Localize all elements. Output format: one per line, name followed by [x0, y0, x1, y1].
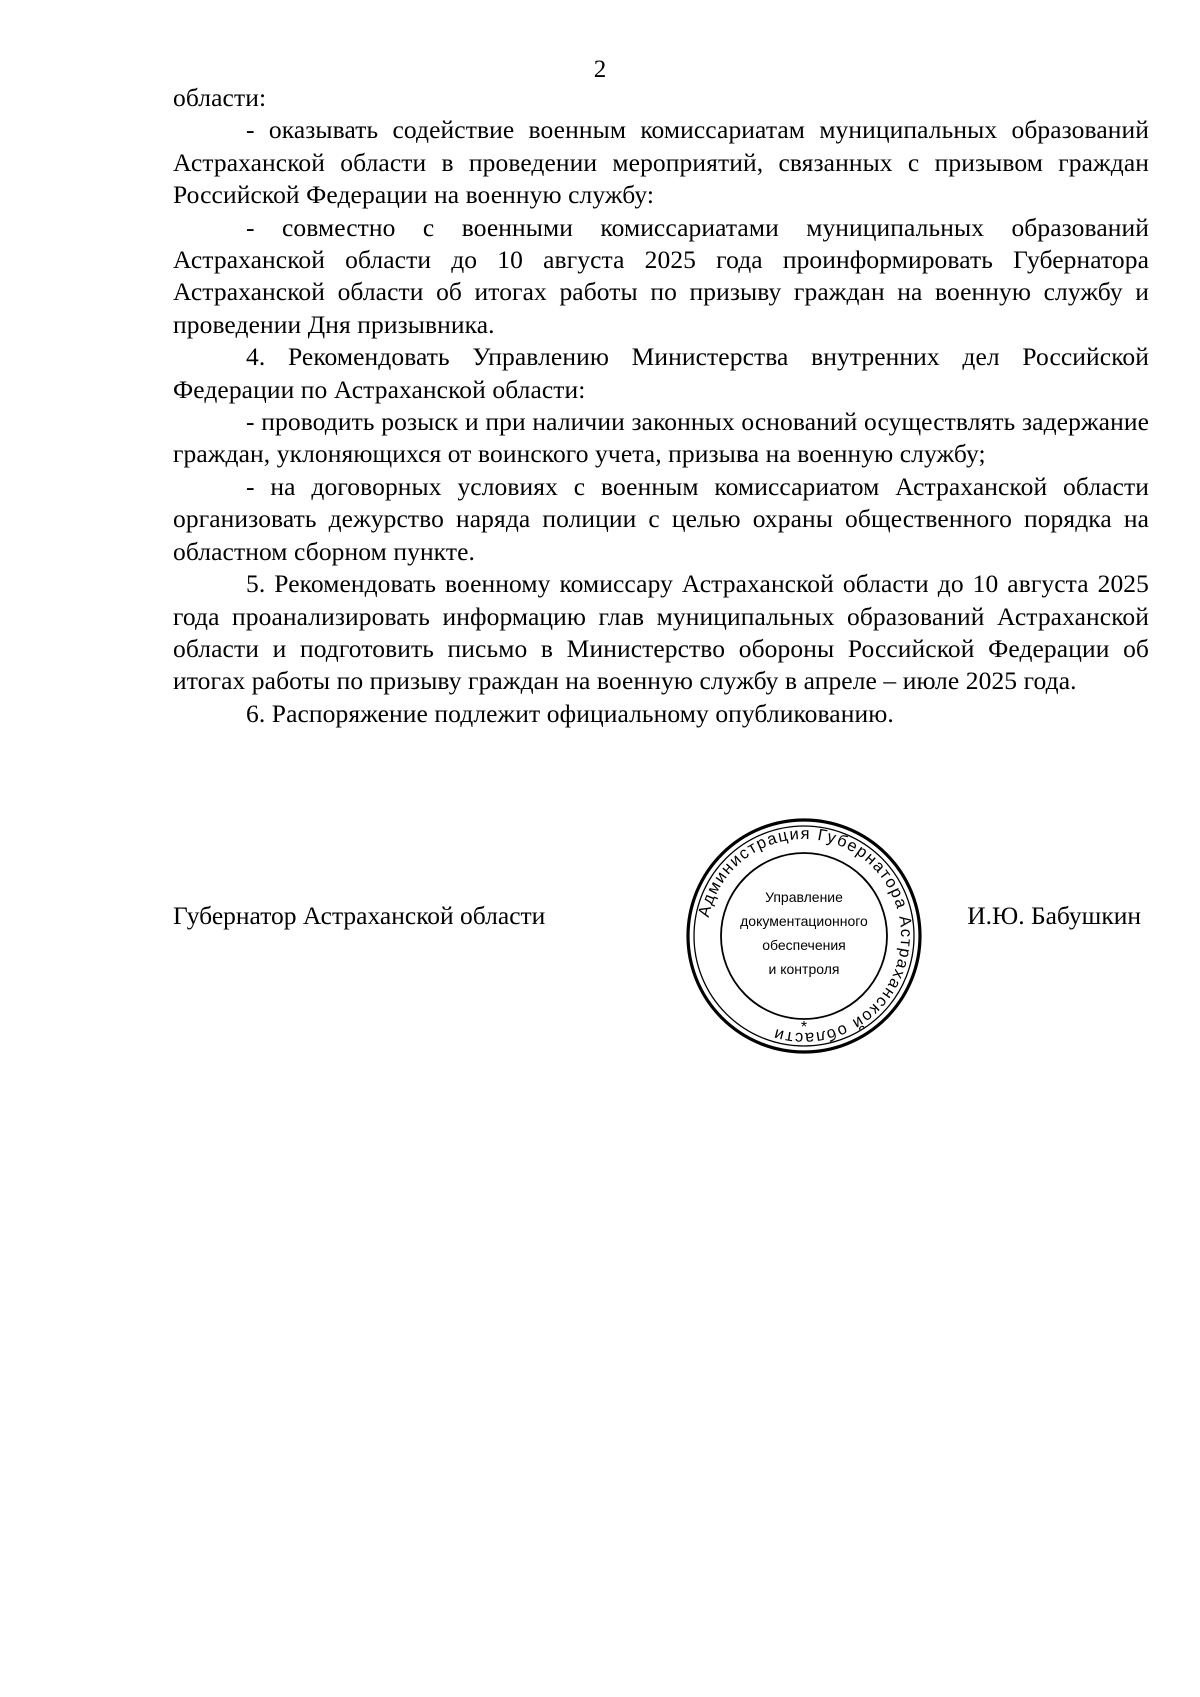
paragraph: - оказывать содействие военным комиссариатам муниципальных образований Астраханской области в проведении мероприятий, связанных с призывом граждан Российской Федерации на военную службу:: [173, 115, 1149, 210]
stamp-ring-text: Администрация Губернатора Астраханской области: [694, 824, 916, 1048]
document-body: [173, 82, 1149, 730]
paragraph: - совместно с военными комиссариатами муниципальных образований Астраханской области до 10 августа 2025 года проинформировать Губернатора Астраханской области об итогах работы по призыву граждан на военную службу и проведении Дня призывника.: [173, 212, 1149, 339]
stamp-center-line: документационного: [740, 913, 868, 929]
paragraph: - проводить розыск и при наличии законных оснований осуществлять задержание граждан, уклоняющихся от воинского учета, призыва на военную службу;: [173, 407, 1149, 469]
paragraph: 4. Рекомендовать Управлению Министерства внутренних дел Российской Федерации по Астраханской области:: [173, 342, 1149, 404]
stamp-center-line: Управление: [765, 889, 843, 905]
official-stamp: [684, 816, 924, 1056]
signer-name: И.Ю. Бабушкин: [967, 901, 1141, 930]
paragraph: 5. Рекомендовать военному комиссару Астраханской области до 10 августа 2025 года проанализировать информацию глав муниципальных образований Астраханской области и подготовить письмо в Министерство обороны Российской Федерации об итогах работы по призыву граждан на военную службу в апреле – июле 2025 года.: [173, 569, 1149, 696]
stamp-center-line: и контроля: [768, 961, 840, 977]
paragraph: - на договорных условиях с военным комиссариатом Астраханской области организовать дежурство наряда полиции с целью охраны общественного порядка на областном сборном пункте.: [173, 471, 1149, 566]
paragraph: области:: [173, 83, 267, 112]
signer-title: Губернатор Астраханской области: [173, 901, 546, 930]
stamp-star-icon: *: [800, 1019, 808, 1036]
stamp-center-line: обеспечения: [762, 937, 846, 953]
page-number: 2: [593, 56, 607, 83]
signature-block: [173, 898, 1149, 934]
stamp-seal-icon: [684, 816, 924, 1056]
paragraph: 6. Распоряжение подлежит официальному опубликованию.: [246, 698, 894, 728]
